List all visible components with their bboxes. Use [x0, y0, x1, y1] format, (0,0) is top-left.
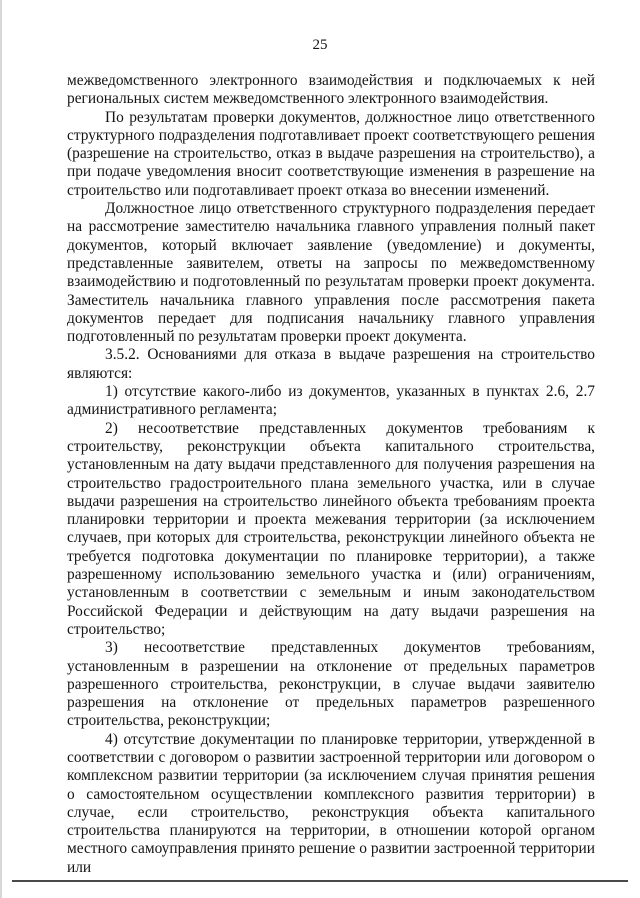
list-item-refusal-ground-3: 3) несоответствие представленных документов требованиям, установленным в разрешении на отклонение от предельных параметров разрешенного строительства, реконструкции, в случае выдачи заявителю разрешения на отклонение от предельных параметров разрешенного строительства, реконструкции; [67, 639, 595, 730]
page-number: 25 [312, 37, 328, 53]
list-item-refusal-ground-4: 4) отсутствие документации по планировке территории, утвержденной в соответствии с договором о развитии застроенной территории или договором о комплексном развитии территории (за исключением случая принятия решения о самостоятельном осуществлении комплексного развития территории) в случае, если строительство, реконструкция объекта капитального строительства планируются на территории, в отношении которой органом местного самоуправления принято решение о развитии застроенной территории или [67, 730, 595, 876]
document-text [67, 72, 595, 877]
paragraph-document-package-transfer: Должностное лицо ответственного структурного подразделения передает на рассмотрение заместителю начальника главного управления полный пакет документов, который включает заявление (уведомление) и документы, представленные заявителем, ответы на запросы по межведомственному взаимодействию и подготовленный по результатам проверки проект документа. Заместитель начальника главного управления после рассмотрения пакета документов передает для подписания начальнику главного управления подготовленный по результатам проверки проект документа. [67, 200, 595, 346]
list-item-refusal-ground-2: 2) несоответствие представленных документов требованиям к строительству, реконструкции объекта капитального строительства, установленным на дату выдачи представленного для получения разрешения на строительство градостроительного плана земельного участка, или в случае выдачи разрешения на строительство линейного объекта требованиям проекта планировки территории и проекта межевания территории (за исключением случаев, при которых для строительства, реконструкции линейного объекта не требуется подготовка документации по планировке территории), а также разрешенному использованию земельного участка и (или) ограничениям, установленным в соответствии с земельным и иным законодательством Российской Федерации и действующим на дату выдачи разрешения на строительство; [67, 419, 595, 638]
scan-edge-shadow [0, 0, 2, 898]
paragraph-document-check-results: По результатам проверки документов, должностное лицо ответственного структурного подразделения подготавливает проект соответствующего решения (разрешение на строительство, отказ в выдаче разрешения на строительство), а при подаче уведомления вносит соответствующие изменения в разрешение на строительство или подготавливает проект отказа во внесении изменений. [67, 108, 595, 199]
paragraph-continuation: межведомственного электронного взаимодействия и подключаемых к ней региональных систем межведомственного электронного взаимодействия. [67, 72, 595, 108]
paragraph-refusal-grounds-heading: 3.5.2. Основаниями для отказа в выдаче разрешения на строительство являются: [67, 346, 595, 382]
list-item-refusal-ground-1: 1) отсутствие какого-либо из документов, указанных в пунктах 2.6, 2.7 административного регламента; [67, 383, 595, 419]
bottom-rule [12, 880, 628, 882]
